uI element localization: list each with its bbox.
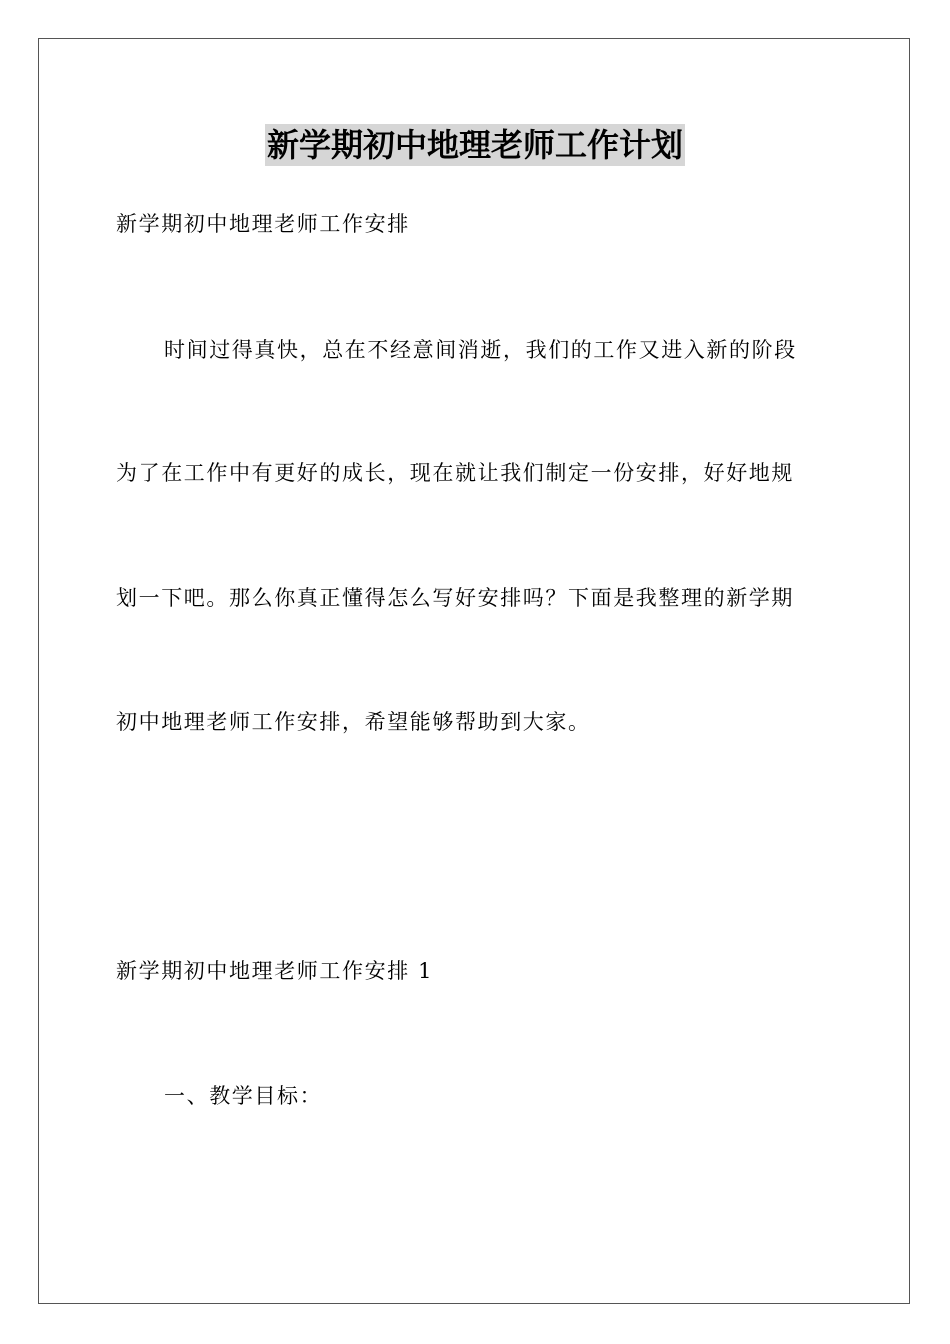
document-title: 新学期初中地理老师工作计划 [266,126,683,164]
intro-line-2: 为了在工作中有更好的成长，现在就让我们制定一份安排，好好地规 [116,461,794,485]
intro-line-3: 划一下吧。那么你真正懂得怎么写好安排吗？下面是我整理的新学期 [116,586,794,610]
title-container [0,124,950,166]
document-subtitle: 新学期初中地理老师工作安排 [116,212,410,236]
section-heading: 新学期初中地理老师工作安排 1 [116,959,434,983]
intro-line-4: 初中地理老师工作安排，希望能够帮助到大家。 [116,710,591,734]
intro-line-1: 时间过得真快，总在不经意间消逝，我们的工作又进入新的阶段 [164,338,797,362]
subsection-heading: 一、教学目标： [164,1084,323,1108]
